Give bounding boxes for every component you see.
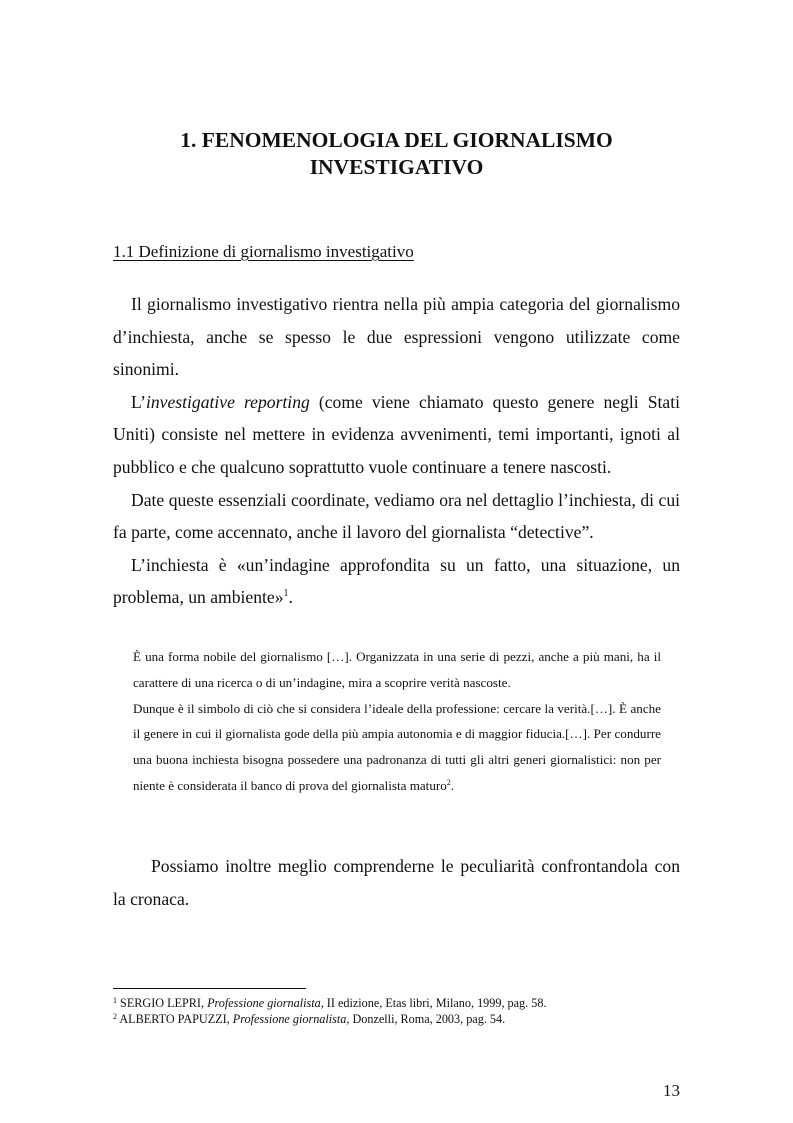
paragraph-4 [113,549,680,614]
paragraph-1: Il giornalismo investigativo rientra nella più ampia categoria del giornalismo d’inchiesta, anche se spesso le due espressioni vengono utilizzate come sinonimi. [113,294,680,380]
paragraph-3: Date queste essenziali coordinate, vediamo ora nel dettaglio l’inchiesta, di cui fa parte, come accennato, anche il lavoro del giornalista “detective”. [113,489,680,543]
paragraph-2-rest: (come viene chiamato questo genere negli Stati Uniti) consiste nel mettere in evidenza avvenimenti, temi importanti, ignoti al pubblico e che qualcuno soprattutto vuole continuare a tenere nascosti. [113,391,680,477]
paragraph-2 [113,386,680,484]
footnote-2-rest: , Donzelli, Roma, 2003, pag. 54. [346,1011,506,1026]
footnote-1-rest: , II edizione, Etas libri, Milano, 1999, pag. 58. [320,996,547,1010]
chapter-title [113,127,680,181]
paragraph-2-italic: investigative reporting [146,391,310,412]
quote-end: . [450,777,455,793]
footnote-1-number: 1 [113,996,117,1005]
block-quote [133,644,661,799]
paragraph-2-prefix: L’ [131,391,146,412]
footnote-ref-1[interactable]: 1 [283,588,289,600]
footnote-divider [113,988,306,989]
footnotes [113,996,680,1027]
footnote-ref-2[interactable]: 2 [446,777,451,787]
page-number: 13 [663,1081,680,1100]
footnote-2-number: 2 [113,1011,117,1021]
footnote-1-title: Professione giornalista [207,996,321,1010]
quote-paragraph-2 [133,696,661,799]
chapter-title-line-2: INVESTIGATIVO [309,155,484,179]
footnote-2 [113,1012,680,1028]
chapter-title-line-1: 1. FENOMENOLOGIA DEL GIORNALISMO [180,128,613,152]
footnote-2-author: ALBERTO PAPUZZI, [119,1011,233,1026]
closing-paragraph: Possiamo inoltre meglio comprenderne le peculiarità confrontandola con la cronaca. [113,856,680,909]
body-text [113,288,680,614]
quote-text-2: Dunque è il simbolo di ciò che si considera l’ideale della professione: cercare la verità.[…]. È anche il genere in cui il giornalista gode della più ampia autonomia e di maggior fiducia.[…]. Per condurre una buona inchiesta bisogna possedere una padronanza di tutti gli altri generi giornalistici: non per niente è considerata il banco di prova del giornalista maturo [133,700,661,793]
footnote-1-author: SERGIO LEPRI, [120,996,208,1010]
paragraph-4-end: . [288,587,293,608]
footnote-1 [113,996,680,1012]
footnote-2-title: Professione giornalista [232,1011,347,1026]
quote-paragraph-1: È una forma nobile del giornalismo […]. Organizzata in una serie di pezzi, anche a più mani, ha il carattere di una ricerca o di un’indagine, mira a scoprire verità nascoste. [133,649,661,690]
section-heading: 1.1 Definizione di giornalismo investigativo [113,242,414,261]
paragraph-4-text: L’inchiesta è «un’indagine approfondita su un fatto, una situazione, un problema, un ambiente» [113,554,680,608]
